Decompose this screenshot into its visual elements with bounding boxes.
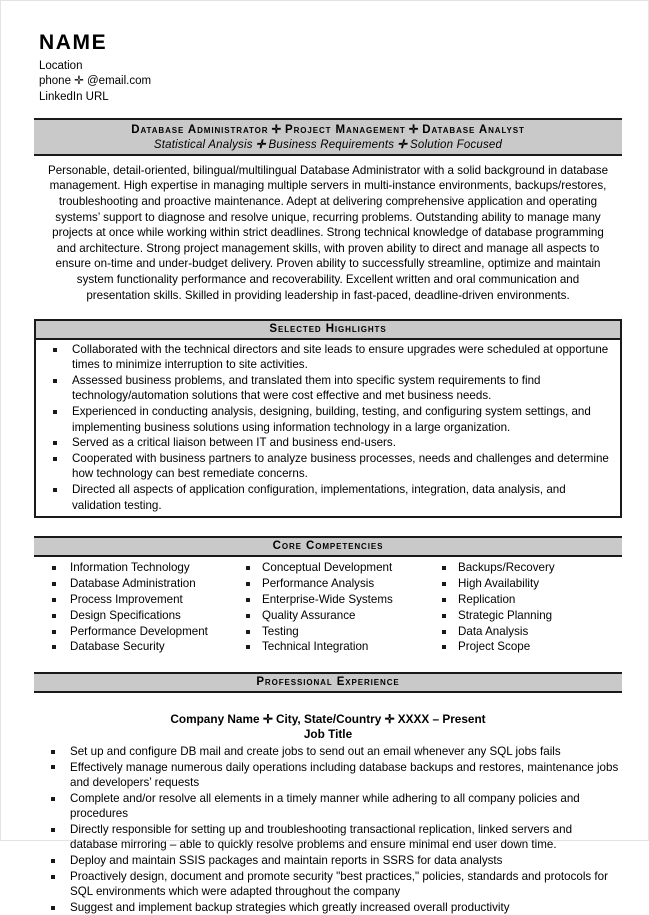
candidate-name: NAME [39,31,108,54]
professional-experience-heading: Professional Experience [256,676,400,689]
list-item: Technical Integration [230,639,426,654]
subtitle-part-1: Statistical Analysis [153,138,253,151]
headline-part-2: Project Management [285,123,406,136]
selected-highlights-heading: Selected Highlights [269,323,387,336]
professional-experience-section [34,672,622,915]
headline-part-3: Database Analyst [422,123,525,136]
list-item: Set up and configure DB mail and create jobs to send out an email whenever any SQL jobs fails [34,744,622,759]
subtitle-part-3: Solution Focused [410,138,503,151]
competency-list [426,560,622,654]
list-item: Quality Assurance [230,608,426,623]
headline-subtitle [38,137,618,151]
list-item: Experienced in conducting analysis, designing, building, testing, and configuring system settings, and implementing business solutions using information technology in a large organization. [36,404,614,435]
list-item: Enterprise-Wide Systems [230,592,426,607]
list-item: Process Improvement [34,592,230,607]
competency-list [230,560,426,654]
list-item: Directed all aspects of application configuration, implementations, integration, data analysis, and validation testing. [36,482,614,513]
list-item: Directly responsible for setting up and troubleshooting transactional replication, linked servers and database mirroring – able to quickly resolve problems and ensure minimal end user down time. [34,822,622,853]
separator-icon: ✛ [397,138,408,151]
list-item: Testing [230,624,426,639]
list-item: Backups/Recovery [426,560,622,575]
list-item: Performance Analysis [230,576,426,591]
list-item: Design Specifications [34,608,230,623]
subtitle-part-2: Business Requirements [268,138,395,151]
resume-content [1,1,648,915]
list-item: High Availability [426,576,622,591]
core-competencies-columns [34,557,622,655]
headline-title [38,122,618,136]
separator-icon: ✛ [271,123,283,136]
list-item: Effectively manage numerous daily operations including database backups and restores, maintenance jobs and developers’ requests [34,760,622,791]
selected-highlights-body [36,340,620,516]
list-item: Proactively design, document and promote security "best practices," policies, standards and protocols for SQL environments which were adapted throughout the company [34,869,622,900]
list-item: Database Administration [34,576,230,591]
list-item: Assessed business problems, and translated them into specific system requirements to find technology/automation solutions that were cost effective and met business needs. [36,373,614,404]
list-item: Performance Development [34,624,230,639]
list-item: Deploy and maintain SSIS packages and maintain reports in SSRS for data analysts [34,853,622,868]
list-item: Cooperated with business partners to analyze business processes, needs and challenges and determine how technology can best remediate concerns. [36,451,614,482]
list-item: Collaborated with the technical directors and site leads to ensure upgrades were scheduled at opportune times to minimize interruption to site activities. [36,342,614,373]
list-item: Complete and/or resolve all elements in a timely manner while adhering to all company policies and procedures [34,791,622,822]
separator-icon: ✛ [255,138,266,151]
experience-company-line: Company Name ✛ City, State/Country ✛ XXXX – Present [170,712,486,727]
professional-experience-band [34,672,622,693]
core-competencies-section [34,536,622,655]
list-item: Database Security [34,639,230,654]
list-item: Project Scope [426,639,622,654]
separator-icon: ✛ [408,123,420,136]
contact-linkedin: LinkedIn URL [39,90,109,103]
competency-list [34,560,230,654]
selected-highlights-list [36,342,614,513]
selected-highlights-band [36,321,620,340]
list-item: Strategic Planning [426,608,622,623]
professional-summary: Personable, detail-oriented, bilingual/multilingual Database Administrator with a solid background in database management. High expertise in managing multiple servers in multi-instance environments, backups/restores, troubleshooting and proactive maintenance. Adept at delivering comprehensive application and operating systems’ support to diagnose and resolve unique, recurring problems. Outstanding ability to manage many projects at once while working within strict deadlines. Strong technical knowledge of database programming and architecture. Strong project management skills, with proven ability to direct and manage all aspects to ensure on-time and under-budget delivery. Proven ability to successfully streamline, optimize and maintain system functionality performance and recoverability. Excellent written and oral communication and presentation skills. Skilled in providing leadership in fast-paced, deadline-driven environments. [47,163,609,302]
headline-band [34,118,622,156]
list-item: Served as a critical liaison between IT and business end-users. [36,435,614,450]
core-competencies-heading: Core Competencies [272,540,384,553]
core-competencies-column-2 [230,560,426,655]
core-competencies-band [34,536,622,557]
experience-bullet-list [34,744,622,915]
list-item: Information Technology [34,560,230,575]
list-item: Replication [426,592,622,607]
contact-location: Location [39,60,83,73]
selected-highlights-section [34,319,622,518]
contact-phone-email: phone ✛ @email.com [39,75,152,88]
contact-header [34,31,622,105]
headline-part-1: Database Administrator [131,123,269,136]
list-item: Data Analysis [426,624,622,639]
core-competencies-column-1 [34,560,230,655]
core-competencies-column-3 [426,560,622,655]
experience-job-title: Job Title [303,727,353,742]
list-item: Conceptual Development [230,560,426,575]
list-item: Suggest and implement backup strategies which greatly increased overall productivity [34,900,622,915]
